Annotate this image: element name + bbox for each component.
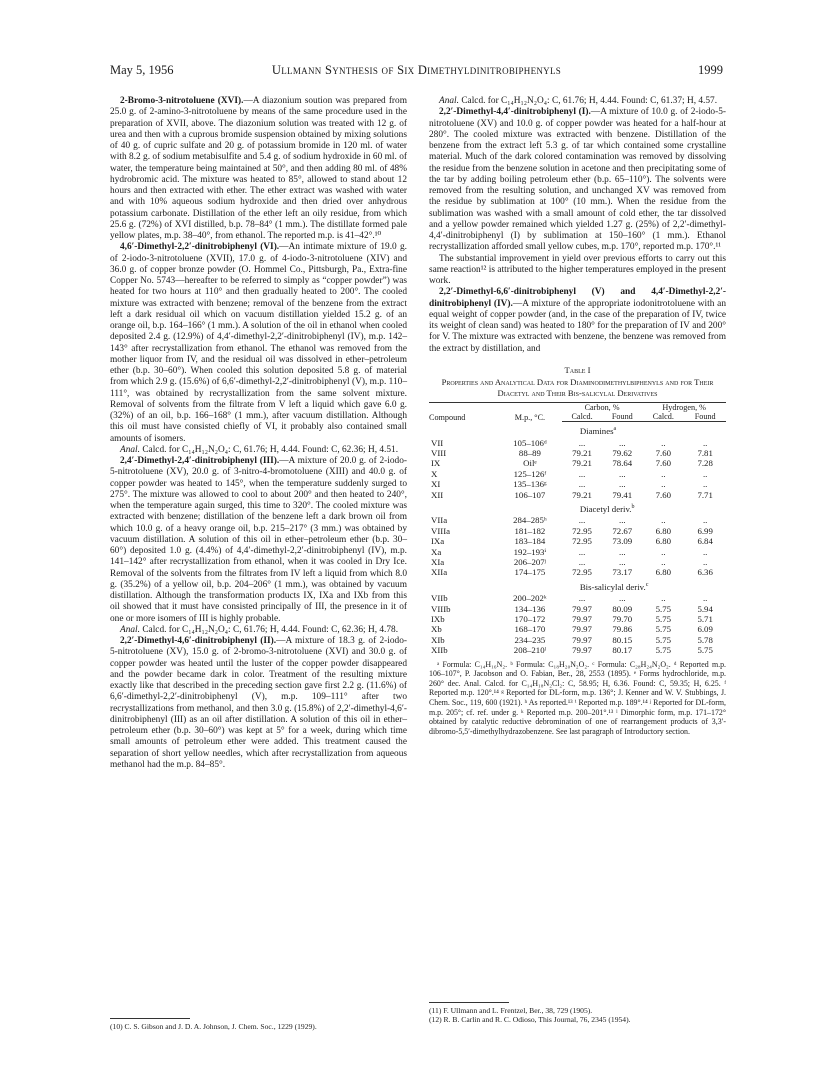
table-cell: ... <box>619 593 626 604</box>
table-cell: Oilᵉ <box>523 458 537 469</box>
table-cell: 7.60 <box>655 458 672 469</box>
footnotes-right <box>429 1002 726 1024</box>
table-cell: .. <box>661 437 666 448</box>
table-notes: ᵃ Formula: C₁₄H₁₆N₂. ᵇ Formula: C₁₈H₂₀N₂O₂. ᶜ Formula: C₂₈H₂₄N₂O₂. ᵈ Reported m.p. 106–107°, P. Jacobson and O. Fabian, Ber., 28, 2553 (1895). ᵉ Forms hydrochloride, m.p. 260° dec. Anal. Calcd. for C₁₄H₁₈N₂Cl₂: C, 58.95; H, 6.36. Found: C, 59.35; H, 6.25. ᶠ Reported m.p. 120°.¹⁴ ᵍ Reported for DL-form, m.p. 136°; J. Kenner and W. V. Stubbings, J. Chem. Soc., 119, 600 (1921). ʰ As reported.¹³ ⁱ Reported m.p. 189°.¹⁴ ʲ Reported for DL-form, m.p. 205°; cf. ref. under g. ᵏ Reported m.p. 200–201°.¹³ ˡ Dimorphic form, m.p. 171–172° obtained by catalytic reductive debromination of one of rearrangement products of 3,3′-dibromo-5,5′-dimethylhydrazobenzene. See last paragraph of Introductory section. <box>429 659 726 736</box>
table-cell: ... <box>578 546 586 557</box>
table-cell: .. <box>702 468 708 479</box>
table-section-header <box>429 500 726 515</box>
table-cell: .. <box>702 556 708 567</box>
table-cell: 79.21 <box>572 458 592 469</box>
table-cell: .. <box>702 546 708 557</box>
table-row <box>429 469 726 479</box>
right-column <box>429 96 726 736</box>
table-cell: 79.86 <box>612 624 633 635</box>
table-cell: XII <box>431 489 444 500</box>
table-cell: 168–170 <box>514 624 546 635</box>
table-cell: 79.97 <box>572 624 592 635</box>
table-cell: 134–136 <box>514 603 546 614</box>
table-cell: ... <box>619 479 626 490</box>
table-cell: XIIb <box>431 645 448 656</box>
table-cell: VIIa <box>431 515 448 526</box>
table-cell: 181–182 <box>514 525 546 536</box>
table-cell: 79.97 <box>572 603 592 614</box>
table-cell: .. <box>661 515 666 526</box>
table-section-header <box>429 422 726 438</box>
table-row <box>429 526 726 536</box>
table-cell: 7.60 <box>655 489 672 500</box>
table-cell: ... <box>578 593 586 604</box>
table-section-header <box>429 578 726 593</box>
table-cell: 6.80 <box>655 536 672 547</box>
table-row <box>429 567 726 577</box>
table-cell: VII <box>431 437 444 448</box>
header-title: Ullmann Synthesis of Six Dimethyldinitrobiphenyls <box>271 63 562 77</box>
table-row <box>429 624 726 634</box>
table-cell: 234–235 <box>514 634 546 645</box>
paragraph: 2,2′-Dimethyl-4,4′-dinitrobiphenyl (I).—A mixture of 10.0 g. of 2-iodo-5-nitrotoluene (XV) and 10.0 g. of copper powder was heated for a half-hour at 280°. The cooled mixture was extracted with benzene. Distillation of the benzene from the extract left 5.3 g. of tar which contained some crystalline material. Much of the dark colored contamination was removed by dissolving the residue from the benzene solution in acetone and then precipitating some of the tar by adding boiling petroleum ether (b.p. 65–110°). The solvents were removed from the resulting solution, and unchanged XV was removed from the residue by sublimation at 100° (10 mm.). When the residue from the sublimation was washed with a small amount of cold ether, the tar dissolved and a yellow powder remained which yielded 1.27 g. (25%) of 2,2′-dimethyl-4,4′-dinitrobiphenyl (I) by sublimation at 150–160° (1 mm.). Ethanol recrystallization afforded small yellow cubes, m.p. 170°, reported m.p. 170°.¹¹ <box>429 107 726 253</box>
table-cell: 174–175 <box>514 567 546 578</box>
table-cell: XIb <box>431 634 445 645</box>
table-cell: 79.97 <box>572 634 592 645</box>
table-cell: 6.99 <box>697 525 713 536</box>
table-cell: 5.78 <box>697 634 713 645</box>
table-row <box>429 557 726 567</box>
table-cell: XIIa <box>431 567 448 578</box>
page-number: 1999 <box>698 63 723 77</box>
col-header-compound: Compound <box>429 403 498 422</box>
paragraph: Anal. Calcd. for C₁₄H₁₂N₂O₄: C, 61.76; H, 4.44. Found: C, 62.36; H, 4.78. <box>120 624 399 635</box>
table-cell: .. <box>702 437 708 448</box>
table-cell: 79.97 <box>572 645 592 656</box>
table-cell: .. <box>702 479 708 490</box>
table-cell: 88–89 <box>518 447 541 458</box>
table-cell: ... <box>619 556 626 567</box>
table-cell: 80.17 <box>612 645 633 656</box>
table-cell: 6.09 <box>697 624 713 635</box>
table-cell: 79.97 <box>572 613 592 624</box>
table-label: Table I <box>564 364 591 375</box>
table-cell: 5.75 <box>655 624 672 635</box>
table-cell: VIIIa <box>431 525 451 536</box>
col-header-hydrogen-found: Found <box>684 412 726 422</box>
table-row <box>429 536 726 546</box>
table-cell: 6.80 <box>655 525 672 536</box>
table-cell: .. <box>661 468 666 479</box>
table-cell: 183–184 <box>514 536 546 547</box>
table-cell: 206–207ʲ <box>513 556 546 567</box>
table-row <box>429 593 726 603</box>
table-cell: 6.36 <box>697 567 713 578</box>
table-cell: 7.28 <box>697 458 713 469</box>
table-cell: .. <box>661 546 666 557</box>
table-row <box>429 614 726 624</box>
table-row <box>429 448 726 458</box>
table-cell: ... <box>578 479 586 490</box>
table-row <box>429 458 726 468</box>
table-cell: 105–106ᵈ <box>513 437 547 448</box>
table-cell: VIIb <box>431 593 448 604</box>
table-cell: 125–126ᶠ <box>513 468 547 479</box>
table-row <box>429 490 726 500</box>
table-cell: .. <box>702 593 708 604</box>
table-title: Properties and Analytical Data for Diaminodimethylbiphenyls and for Their Diacetyl and Their Bis-salicylal Derivatives <box>441 377 714 398</box>
paragraph: 2,4′-Dimethyl-2,4′-dinitrobiphenyl (III).—A mixture of 20.0 g. of 2-iodo-5-nitrotoluene (XV), 20.0 g. of 3-nitro-4-bromotoluene (XIII) and 40.0 g. of copper powder was heated to 145°, when the temperature suddenly surged to 275°. The mixture was allowed to cool to about 200° and then heated to 240°, when the temperature again surged, this time to 320°. The cooled mixture was extracted with benzene; distillation of the benzene left a dark brown oil from which 10.0 g. of a heavy orange oil, b.p. 215–217° (3 mm.) was obtained by vacuum distillation. A solution of this oil in ether–petroleum ether (b.p. 30–60°) deposited 1.0 g. (4.4%) of 4,4′-dimethyl-2,2′-dinitrobiphenyl (IV), m.p. 141–142° after recrystallization from ethanol, when it was cooled in Dry Ice. Removal of the solvents from the filtrates from IV left a liquid from which 8.0 g. (35.2%) of a yellow oil, b.p. 204–206° (1 mm.), was obtained by vacuum distillation. Although the transformation products IX, IXa and IXb from this oil showed that it must have consisted principally of III, the presence in it of one or more isomers of III is highly probable. <box>110 456 407 624</box>
paragraph: 2,2′-Dimethyl-6,6′-dinitrobiphenyl (V) and 4,4′-Dimethyl-2,2′-dinitrobiphenyl (IV).—A mixture of the appropriate iodonitrotoluene with an equal weight of copper powder (and, in the case of the preparation of IV, twice its weight of clean sand) was heated to 180° for the preparation of IV and 200° for V. The mixture was extracted with benzene, the benzene was removed from the extract by distillation, and <box>429 287 726 354</box>
table-row <box>429 604 726 614</box>
table-cell: 170–172 <box>514 613 546 624</box>
table-row <box>429 515 726 525</box>
footnote: (11) F. Ullmann and L. Frentzel, Ber., 38, 729 (1905). <box>429 1006 593 1015</box>
table-cell: 80.09 <box>612 603 633 614</box>
table-cell: 79.62 <box>612 447 633 458</box>
table-cell: ... <box>619 468 626 479</box>
paragraph: The substantial improvement in yield over previous efforts to carry out this same reaction¹² is attributed to the higher temperatures employed in the present work. <box>429 253 726 286</box>
table-cell: XI <box>431 479 441 490</box>
section-title: Diacetyl deriv. <box>579 503 632 514</box>
header-date: May 5, 1956 <box>110 63 174 77</box>
table-cell: 7.71 <box>697 489 713 500</box>
table-cell: XIa <box>431 556 445 567</box>
table-cell: 6.80 <box>655 567 672 578</box>
table-cell: VIIIb <box>431 603 451 614</box>
table-cell: ... <box>619 515 626 526</box>
table-row <box>429 635 726 645</box>
paragraph: 4,6′-Dimethyl-2,2′-dinitrobiphenyl (VI).—An intimate mixture of 19.0 g. of 2-iodo-3-nitrotoluene (XVII), 17.0 g. of 4-iodo-3-nitrotoluene (XIV) and 36.0 g. of copper bronze powder (O. Hommel Co., Pittsburgh, Pa., Extra-fine Copper No. 5743—hereafter to be referred to simply as “copper powder”) was heated for two hours at 110° and then gradually heated to 200°. The cooled mixture was extracted with benzene; removal of the benzene from the extract left a dark residual oil which on vacuum distillation yielded 15.2 g. of an orange oil, b.p. 164–166° (1 mm.). A solution of the oil in ethanol when cooled deposited 2.4 g. (12.9%) of 4,4′-dimethyl-2,2′-dinitrobiphenyl (IV), m.p. 142–143° after recrystallization from ethanol. The ethanol was removed from the mother liquor from IV, and the residual oil was dissolved in ether–petroleum ether (b.p. 30–60°). When cooled this solution deposited 5.8 g. of material from which 2.9 g. (15.6%) of 6,6′-dimethyl-2,2′-dinitrobiphenyl (V), m.p. 110–111°, was obtained by recrystallization from the same solvent mixture. Removal of solvents from the filtrate from V left a liquid which gave 6.0 g. (32%) of an oil, b.p. 166–168° (1 mm.), after vacuum distillation. Although this oil must have consisted chiefly of VI, it probably also contained small amounts of isomers. <box>110 242 407 444</box>
table-cell: 106–107 <box>514 489 546 500</box>
table-row <box>429 479 726 489</box>
table-cell: ... <box>578 437 586 448</box>
table-cell: VIII <box>431 447 447 458</box>
section-footnote-mark: c <box>645 581 649 588</box>
paragraph: Anal. Calcd. for C₁₄H₁₂N₂O₄: C, 61.76; H, 4.44. Found: C, 62.36; H, 4.51. <box>120 444 399 455</box>
footnote: (12) R. B. Carlin and R. C. Odioso, This Journal, 76, 2345 (1954). <box>429 1015 631 1025</box>
table-cell: 5.75 <box>697 645 713 656</box>
table-cell: 135–136ᵍ <box>513 479 547 490</box>
table-cell: IX <box>431 458 441 469</box>
paragraph: Anal. Calcd. for C₁₄H₁₂N₂O₄: C, 61.76; H, 4.44. Found: C, 61.37; H, 4.57. <box>439 96 718 106</box>
section-footnote-mark: a <box>613 426 617 433</box>
footnotes-left <box>110 1018 407 1031</box>
section-title: Diamines <box>579 426 614 437</box>
table-cell: 73.17 <box>612 567 633 578</box>
table-cell: 72.95 <box>572 525 592 536</box>
table-cell: 5.75 <box>655 613 672 624</box>
table-cell: 80.15 <box>612 634 633 645</box>
left-column <box>110 96 407 771</box>
table-row <box>429 438 726 448</box>
table-cell: 72.95 <box>572 536 592 547</box>
table-cell: 79.70 <box>612 613 633 624</box>
table-cell: 6.84 <box>697 536 713 547</box>
table-cell: ... <box>578 515 586 526</box>
table-cell: .. <box>702 515 708 526</box>
paragraph: 2-Bromo-3-nitrotoluene (XVI).—A diazonium soution was prepared from 25.0 g. of 2-amino-3-nitrotoluene by means of the same procedure used in the preparation of XVII, above. The diazonium solution was treated with 12 g. of urea and then with a cuprous bromide suspension obtained by mixing solutions of 40 g. of cupric sulfate and 20 g. of potassium bromide in 120 ml. of water with 8.2 g. of sodium metabisulfite and 5.4 g. of sodium hydroxide in 60 ml. of water, the temperature being maintained at 50°, and then adding 80 ml. of 48% hydrobromic acid. The mixture was heated to 85°, allowed to stand about 12 hours and then extracted with ether. The ether extract was washed with water and with 10% aqueous sodium hydroxide and then dried over anhydrous potassium carbonate. Distillation of the ether left an oily residue, from which 25.6 g. (72%) of XVI distilled, b.p. 78–84° (1 mm.). The distillate formed pale yellow plates, m.p. 38–40°, from ethanol. The reported m.p. is 41–42°.¹⁰ <box>110 96 407 241</box>
col-header-mp: M.p., °C. <box>498 403 562 422</box>
table-cell: 78.64 <box>612 458 633 469</box>
table-cell: 284–285ʰ <box>513 515 547 526</box>
table-cell: 72.67 <box>612 525 633 536</box>
table-cell: 73.09 <box>612 536 633 547</box>
table-cell: 5.75 <box>655 634 672 645</box>
table-cell: 7.81 <box>697 447 713 458</box>
running-header <box>110 63 723 79</box>
section-title: Bis-salicylal deriv. <box>579 581 646 592</box>
table-body <box>429 422 726 656</box>
table-cell: 5.75 <box>655 603 672 614</box>
table-cell: 200–202ᵏ <box>513 593 547 604</box>
paragraph: 2,2′-Dimethyl-4,6′-dinitrobiphenyl (II).—A mixture of 18.3 g. of 2-iodo-5-nitrotoluene (XV), 15.0 g. of 2-bromo-3-nitrotoluene (XVI) and 30.0 g. of copper powder was heated until the luster of the copper powder disappeared and the powder became dark in color. Treatment of the resulting mixture exactly like that described in the preceding section gave first 2.2 g. (11.6%) of 6,6′-dimethyl-2,2′-dinitrobiphenyl (V), m.p. 109–111° after two recrystallizations from methanol, and then 3.0 g. (15.8%) of 2,2′-dimethyl-4,6′-dinitrobiphenyl (III) as an oil after distillation. A solution of this oil in ether–petroleum ether (b.p. 30–60°) was kept at 5° for a week, during which time small amounts of petroleum ether were added. This treatment caused the separation of short yellow needles, which after recrystallization from aqueous methanol had the m.p. 84–85°. <box>110 636 407 770</box>
table-cell: 5.75 <box>655 645 672 656</box>
table-cell: 208–210ˡ <box>513 645 547 656</box>
table-cell: ... <box>619 437 626 448</box>
table-cell: IXa <box>431 536 445 547</box>
table-cell: 192–193ⁱ <box>513 546 547 557</box>
table-row <box>429 645 726 655</box>
section-footnote-mark: b <box>631 504 635 511</box>
table-cell: ... <box>578 468 586 479</box>
table-cell: ... <box>619 546 626 557</box>
table-cell: 7.60 <box>655 447 672 458</box>
table-cell: 5.71 <box>697 613 713 624</box>
table-row <box>429 547 726 557</box>
table-cell: Xb <box>431 624 442 635</box>
table-cell: 5.94 <box>697 603 713 614</box>
col-header-carbon: Carbon, % <box>562 403 643 413</box>
table-cell: Xa <box>431 546 442 557</box>
col-header-hydrogen: Hydrogen, % <box>642 403 726 413</box>
col-header-hydrogen-calcd: Calcd. <box>642 412 684 422</box>
data-table <box>429 402 726 655</box>
table-cell: 79.21 <box>572 489 592 500</box>
col-header-carbon-calcd: Calcd. <box>562 412 602 422</box>
table-cell: IXb <box>431 613 445 624</box>
table-cell: ... <box>578 556 586 567</box>
col-header-carbon-found: Found <box>602 412 642 422</box>
table-cell: X <box>431 468 438 479</box>
footnote: (10) C. S. Gibson and J. D. A. Johnson, J. Chem. Soc., 1229 (1929). <box>110 1022 317 1031</box>
table-cell: 79.21 <box>572 447 592 458</box>
table-cell: 72.95 <box>572 567 592 578</box>
table-cell: .. <box>661 479 666 490</box>
table-cell: 79.41 <box>612 489 633 500</box>
table-cell: .. <box>661 556 666 567</box>
table-cell: .. <box>661 593 666 604</box>
